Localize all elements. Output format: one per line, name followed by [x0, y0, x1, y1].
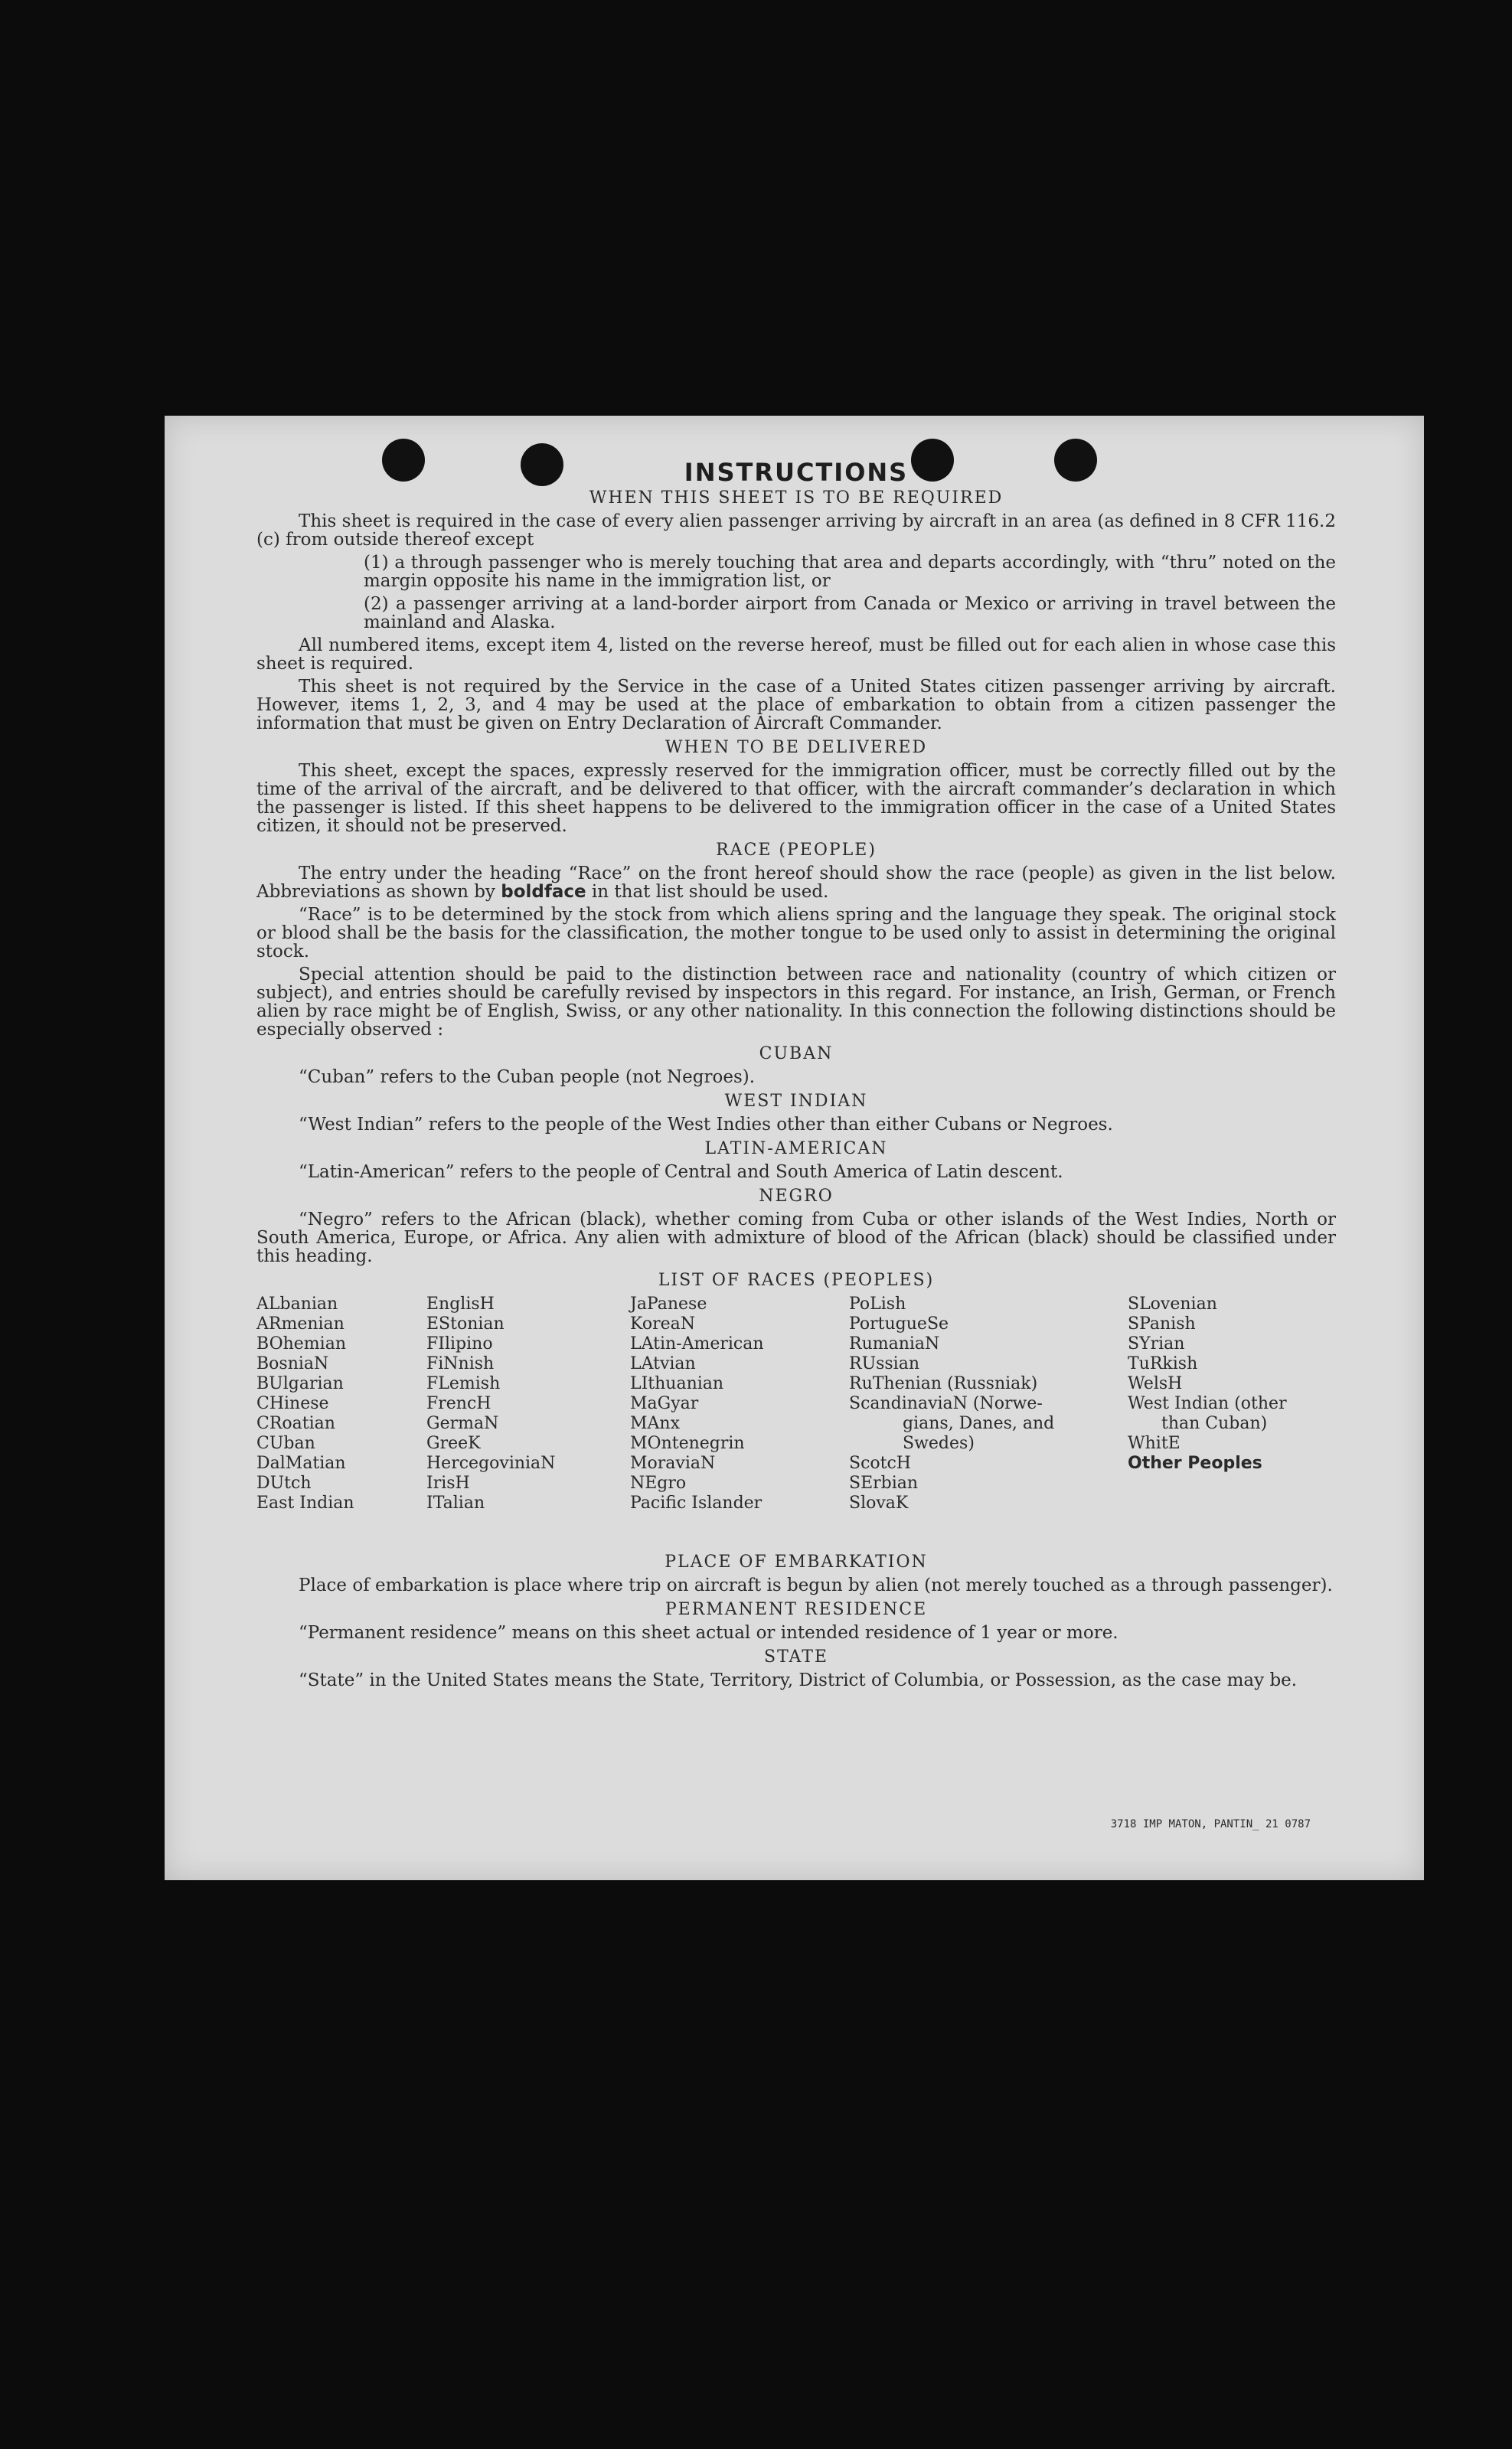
section-heading: STATE — [764, 1647, 828, 1667]
race-item: SYrian — [1128, 1334, 1185, 1353]
section-heading: WHEN TO BE DELIVERED — [665, 738, 928, 757]
race-item: PortugueSe — [849, 1314, 949, 1334]
race-item: RuThenian (Russniak) — [849, 1374, 1038, 1393]
paragraph: All numbered items, except item 4, listed on the reverse hereof, must be filled out for each alien in whose case this sheet is required. — [256, 635, 1336, 674]
race-item: Other Peoples — [1128, 1454, 1262, 1473]
section-heading: CUBAN — [759, 1044, 834, 1063]
race-item: FLemish — [426, 1374, 501, 1393]
paragraph: Special attention should be paid to the distinction between race and nationality (country of which citizen or subject), and entries should be carefully revised by inspectors in this regard. For instance, an Irish, German, or French alien by race might be of English, Swiss, or any other nationality. In this connection the following distinctions should be especially observed : — [256, 965, 1336, 1040]
section-heading: LIST OF RACES (PEOPLES) — [658, 1271, 935, 1290]
race-item: Swedes) — [903, 1434, 975, 1453]
race-item: MoraviaN — [630, 1454, 716, 1473]
race-item: GreeK — [426, 1434, 481, 1453]
race-item: HercegoviniaN — [426, 1454, 556, 1473]
race-item: RumaniaN — [849, 1334, 940, 1353]
paragraph: “Race” is to be determined by the stock from which aliens spring and the language they speak. The original stock or blood shall be the basis for the classification, the mother tongue to be used only to assist in determining the original stock. — [256, 905, 1336, 962]
paragraph: Place of embarkation is place where trip on aircraft is begun by alien (not merely touched as a through passenger). — [299, 1576, 1333, 1595]
paragraph: This sheet, except the spaces, expressly reserved for the immigration officer, must be correctly filled out by the time of the arrival of the aircraft, and be delivered to that officer, with the aircraft commander’s declaration in which the passenger is listed. If this sheet happens to be delivered to the immigration officer in the case of a United States citizen, it should not be preserved. — [256, 761, 1336, 836]
section-heading: WEST INDIAN — [724, 1092, 868, 1111]
race-item: ARmenian — [256, 1314, 345, 1334]
race-item: CUban — [256, 1434, 315, 1453]
paragraph: “West Indian” refers to the people of the West Indies other than either Cubans or Negroes. — [299, 1115, 1113, 1135]
instruction-sheet — [165, 416, 1424, 1880]
race-item: than Cuban) — [1161, 1414, 1268, 1433]
paragraph: “State” in the United States means the State, Territory, District of Columbia, or Possession, as the case may be. — [299, 1670, 1298, 1690]
race-item: ScandinaviaN (Norwe- — [849, 1394, 1043, 1413]
race-item: FiNnish — [426, 1354, 495, 1373]
race-item: SPanish — [1128, 1314, 1196, 1334]
race-item: ALbanian — [256, 1295, 338, 1314]
paragraph: “Permanent residence” means on this sheet actual or intended residence of 1 year or more. — [299, 1623, 1118, 1643]
section-heading: LATIN-AMERICAN — [704, 1139, 888, 1158]
paragraph: “Latin-American” refers to the people of Central and South America of Latin descent. — [299, 1162, 1063, 1182]
section-heading: PLACE OF EMBARKATION — [665, 1553, 928, 1572]
race-item: WhitE — [1128, 1434, 1181, 1453]
race-item: FrencH — [426, 1394, 491, 1413]
race-item: CHinese — [256, 1394, 329, 1413]
race-item: MaGyar — [630, 1394, 699, 1413]
race-item: JaPanese — [630, 1295, 707, 1314]
race-item: SErbian — [849, 1474, 919, 1493]
race-item: GermaN — [426, 1414, 499, 1433]
race-item: PoLish — [849, 1295, 906, 1314]
paragraph: “Negro” refers to the African (black), whether coming from Cuba or other islands of the West Indies, North or South America, Europe, or Africa. Any alien with admixture of blood of the African (black) should be classified under this heading. — [256, 1210, 1336, 1266]
race-item: RUssian — [849, 1354, 920, 1373]
race-item: Pacific Islander — [630, 1494, 763, 1513]
race-item: CRoatian — [256, 1414, 335, 1433]
race-item: EnglisH — [426, 1295, 495, 1314]
races-column-2 — [426, 1295, 555, 1513]
paragraph — [256, 864, 1336, 901]
section-heading: NEGRO — [759, 1187, 834, 1206]
races-column-3 — [630, 1295, 764, 1513]
race-text-b: in that list should be used. — [591, 882, 829, 902]
race-item: MOntenegrin — [630, 1434, 745, 1453]
race-item: NEgro — [630, 1474, 687, 1493]
paragraph: This sheet is required in the case of every alien passenger arriving by aircraft in an area (as defined in 8 CFR 116.2 (c) from outside thereof except — [256, 511, 1336, 550]
paragraph: This sheet is not required by the Service in the case of a United States citizen passenger arriving by aircraft. However, items 1, 2, 3, and 4 may be used at the place of embarkation to obtain from a citizen passenger the information that must be given on Entry Declaration of Aircraft Commander. — [256, 677, 1336, 733]
race-item: WelsH — [1128, 1374, 1183, 1393]
list-item: (2) a passenger arriving at a land-border airport from Canada or Mexico or arriving in travel between the mainland and Alaska. — [364, 594, 1336, 632]
race-item: East Indian — [256, 1494, 354, 1513]
race-item: BUlgarian — [256, 1374, 344, 1393]
races-list — [256, 1295, 1336, 1547]
race-item: West Indian (other — [1128, 1394, 1287, 1413]
sheet-content — [256, 458, 1336, 1694]
race-item: LAtin-American — [630, 1334, 764, 1353]
race-item: BosniaN — [256, 1354, 329, 1373]
race-item: LIthuanian — [630, 1374, 724, 1393]
race-item: KoreaN — [630, 1314, 695, 1334]
race-item: DalMatian — [256, 1454, 346, 1473]
section-heading: RACE (PEOPLE) — [716, 841, 877, 860]
boldface-word: boldface — [501, 882, 586, 902]
races-column-5 — [1128, 1295, 1287, 1474]
race-item: SlovaK — [849, 1494, 909, 1513]
race-item: gians, Danes, and — [903, 1414, 1055, 1433]
paragraph: “Cuban” refers to the Cuban people (not Negroes). — [299, 1067, 756, 1087]
race-item: FIlipino — [426, 1334, 493, 1353]
race-item: DUtch — [256, 1474, 312, 1493]
race-text-a: The entry under the heading “Race” on the front hereof should show the race (people) as given in the list below. Abbreviations as shown by — [256, 864, 1336, 902]
race-item: BOhemian — [256, 1334, 346, 1353]
section-heading: WHEN THIS SHEET IS TO BE REQUIRED — [589, 488, 1004, 508]
race-item: LAtvian — [630, 1354, 696, 1373]
race-item: ITalian — [426, 1494, 485, 1513]
list-item: (1) a through passenger who is merely touching that area and departs accordingly, with “thru” noted on the margin opposite his name in the immigration list, or — [364, 553, 1336, 591]
printer-code: 3718 IMP MATON, PANTIN_ 21 0787 — [1110, 1818, 1311, 1830]
race-item: ScotcH — [849, 1454, 911, 1473]
races-column-4 — [849, 1295, 1054, 1513]
page-title: INSTRUCTIONS — [684, 458, 909, 487]
section-heading: PERMANENT RESIDENCE — [665, 1600, 928, 1619]
race-item: SLovenian — [1128, 1295, 1217, 1314]
races-column-1 — [256, 1295, 354, 1513]
race-item: TuRkish — [1128, 1354, 1198, 1373]
race-item: MAnx — [630, 1414, 680, 1433]
race-item: IrisH — [426, 1474, 470, 1493]
race-item: EStonian — [426, 1314, 505, 1334]
